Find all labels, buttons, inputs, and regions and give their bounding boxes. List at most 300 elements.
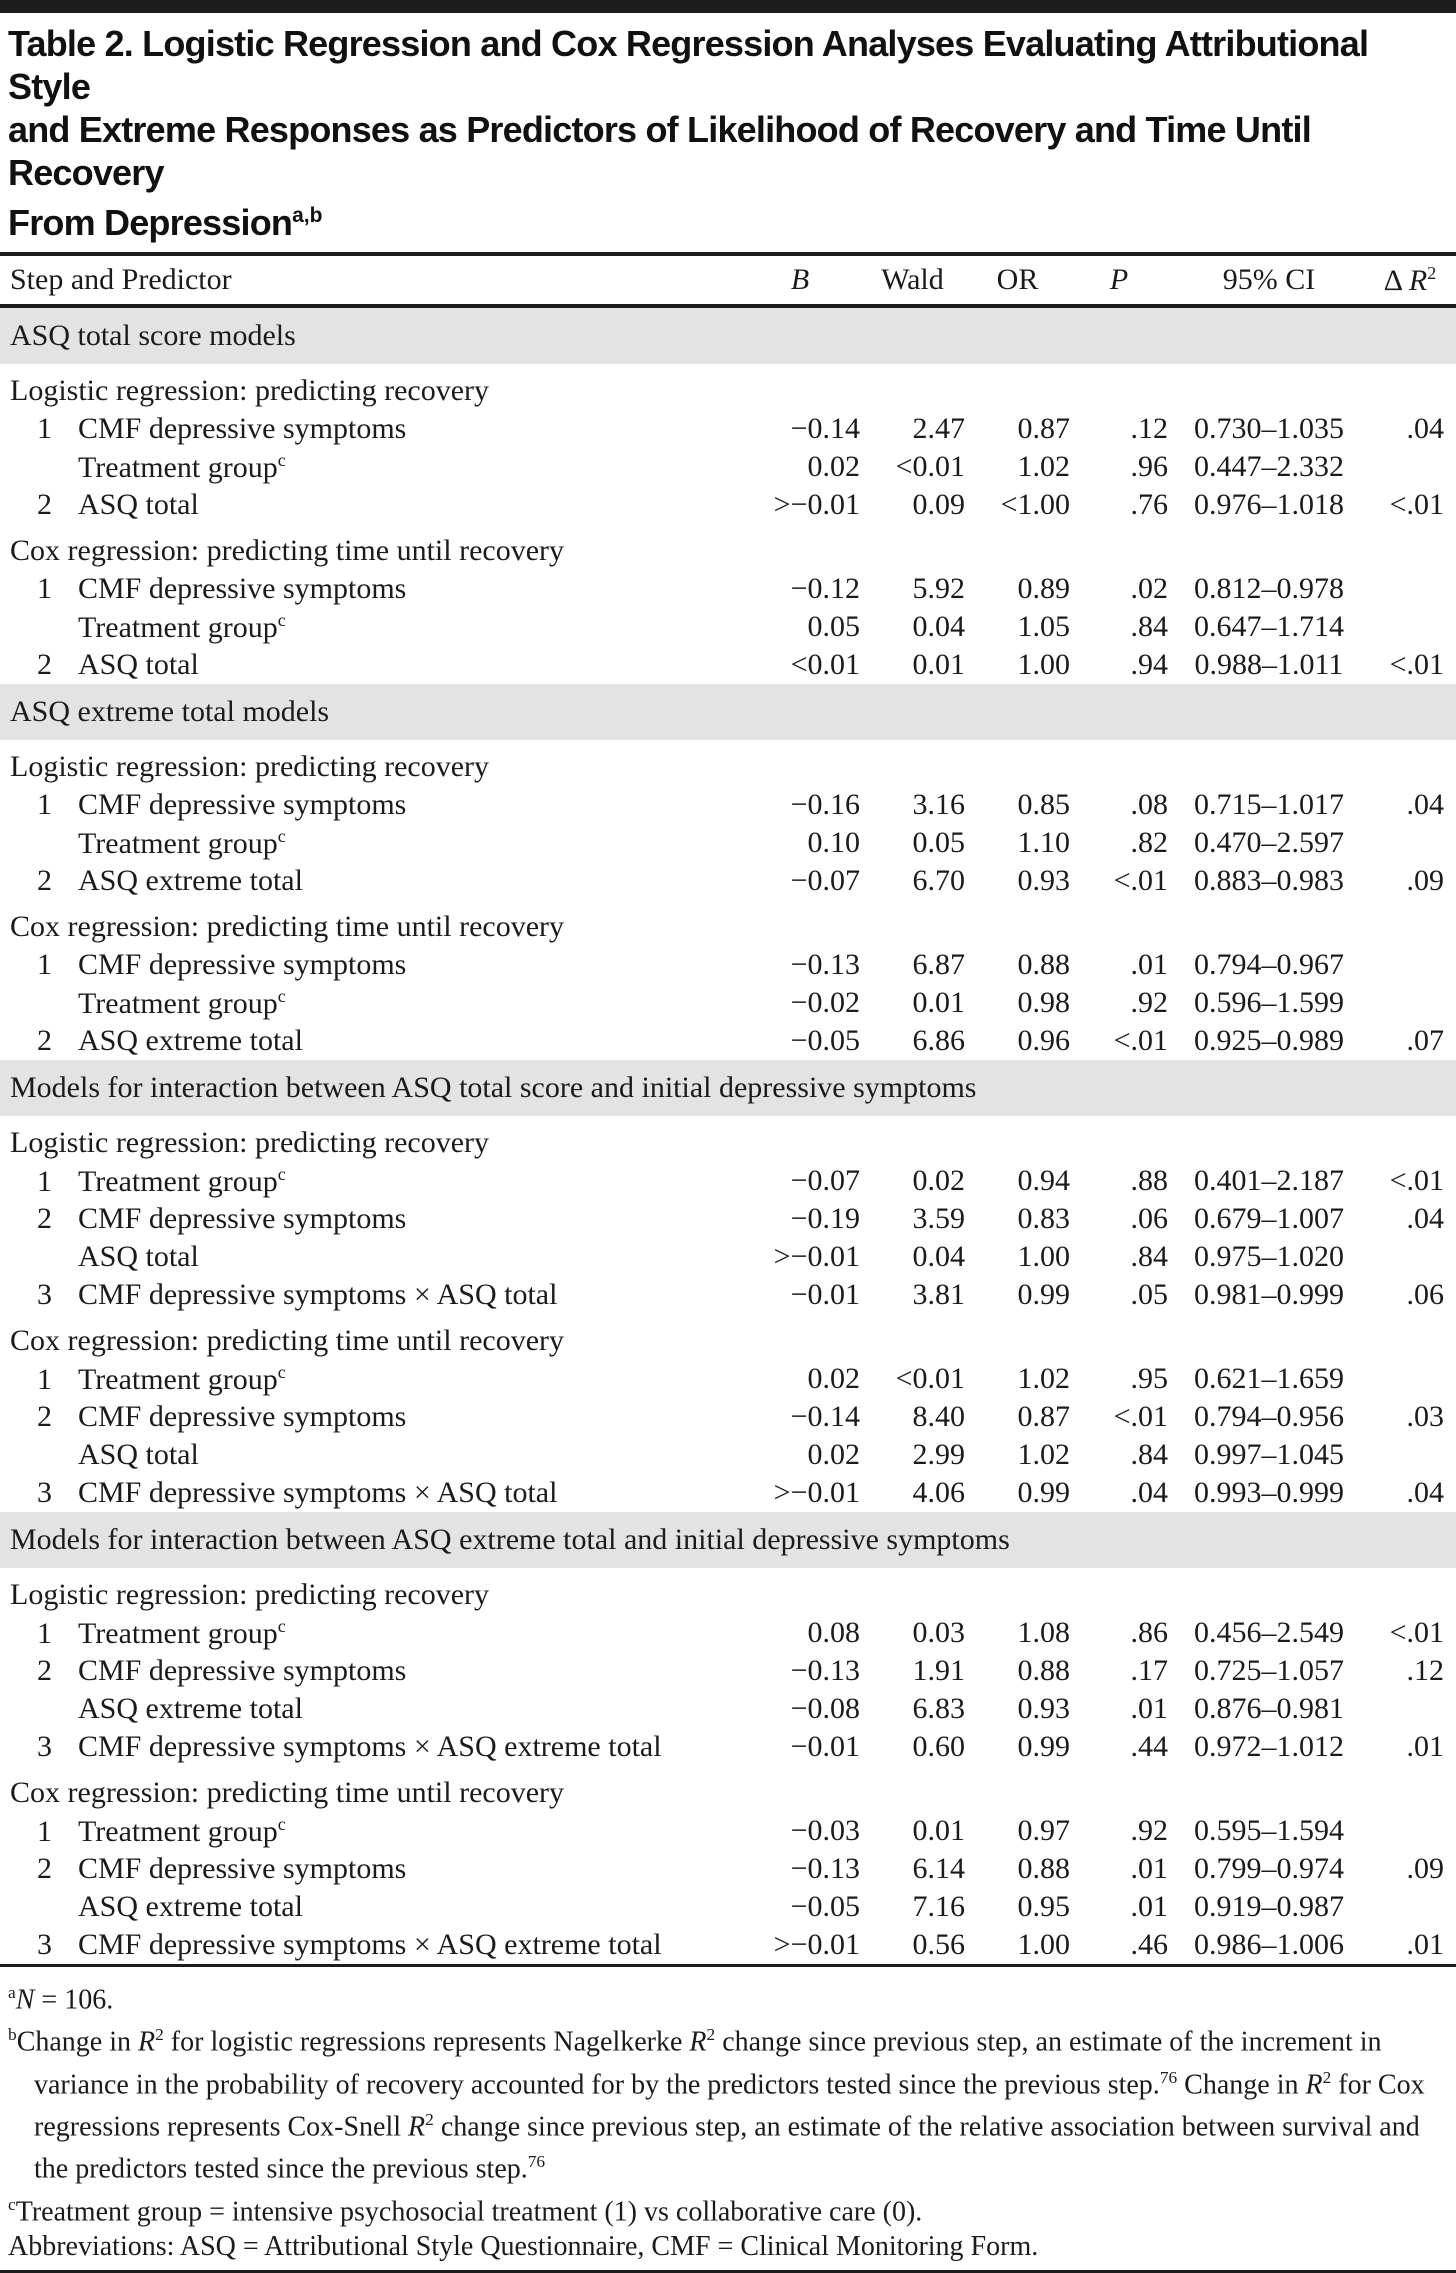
cell-or: 1.02: [1017, 450, 1070, 483]
step-number: 3: [37, 1928, 52, 1961]
cell-delta-r2: [1370, 984, 1456, 1022]
cell-b: −0.01: [790, 1730, 860, 1763]
predictor-label: CMF depressive symptoms: [78, 948, 407, 981]
cell-b: −0.05: [790, 1024, 860, 1057]
step-number: 3: [37, 1730, 52, 1763]
model-group-label: Logistic regression: predicting recovery: [10, 374, 490, 407]
step-number: 3: [37, 1278, 52, 1311]
predictor-label: CMF depressive symptoms: [78, 1852, 407, 1885]
cell-wald: 6.87: [912, 948, 965, 981]
top-rule-bar: [0, 0, 1456, 13]
footnote-text: change since previous step, an estimate of the increment in variance in the probability of recovery accounted for by the predictors tested since the previous step.: [34, 2026, 1382, 2100]
footnote-superscript: 2: [706, 2025, 716, 2045]
predictor-cell: [0, 1690, 740, 1728]
cell-wald: 5.92: [912, 572, 965, 605]
table-bottom-rule: [0, 1964, 1456, 1967]
table-header: [0, 256, 1456, 306]
predictor-cell: [0, 1276, 740, 1314]
predictor-footnote-marker: c: [277, 1163, 286, 1184]
predictor-label: ASQ extreme total: [78, 1890, 303, 1923]
cell-b: −0.14: [790, 1400, 860, 1433]
footnote-superscript: c: [8, 2194, 16, 2214]
section-band-label: Models for interaction between ASQ total score and initial depressive symptoms: [0, 1060, 1456, 1116]
cell-p: .04: [1130, 1476, 1168, 1509]
cell-wald: 0.60: [912, 1730, 965, 1763]
model-group-label: Logistic regression: predicting recovery: [10, 1578, 490, 1611]
cell-or: 0.99: [1017, 1476, 1070, 1509]
footnote-text: Treatment group = intensive psychosocial treatment (1) vs collaborative care (0).: [15, 2195, 923, 2227]
cell-b: −0.16: [790, 788, 860, 821]
cell-ci: 0.595–1.594: [1194, 1814, 1344, 1847]
cell-wald: 0.01: [912, 1814, 965, 1847]
cell-b: −0.19: [790, 1202, 860, 1235]
cell-wald: 0.04: [912, 1240, 965, 1273]
table-row: [0, 1690, 1456, 1728]
predictor-label: CMF depressive symptoms: [78, 412, 407, 445]
predictor-cell: [0, 1812, 740, 1850]
cell-b: −0.12: [790, 572, 860, 605]
predictor-cell: [0, 1436, 740, 1474]
table-row: [0, 824, 1456, 862]
predictor-label: CMF depressive symptoms: [78, 1654, 407, 1687]
cell-wald: 0.02: [912, 1164, 965, 1197]
cell-delta-r2: <.01: [1389, 1616, 1444, 1649]
cell-ci: 0.972–1.012: [1194, 1730, 1344, 1763]
column-header-step-predictor: Step and Predictor: [0, 256, 740, 306]
column-header-b: B: [740, 256, 860, 306]
step-number: 1: [37, 1362, 52, 1396]
step-number: 1: [37, 788, 52, 821]
cell-delta-r2: [1370, 570, 1456, 608]
step-number: 2: [37, 1202, 52, 1235]
predictor-label: CMF depressive symptoms: [78, 788, 407, 821]
cell-b: −0.07: [790, 864, 860, 897]
regression-results-table: [0, 256, 1456, 1964]
cell-or: 1.00: [1017, 1928, 1070, 1961]
cell-delta-r2: [1370, 608, 1456, 646]
cell-or: 0.89: [1017, 572, 1070, 605]
cell-delta-r2: .07: [1406, 1024, 1444, 1057]
column-header-wald: Wald: [860, 256, 965, 306]
column-header-delta-r2: Δ $R^2$: [1370, 256, 1456, 306]
cell-b: −0.02: [790, 986, 860, 1019]
table-row: [0, 1888, 1456, 1926]
cell-p: .76: [1130, 488, 1168, 521]
predictor-cell: [0, 984, 740, 1022]
table-row: [0, 1276, 1456, 1314]
predictor-footnote-marker: c: [277, 449, 286, 470]
predictor-label: Treatment group$^c$: [78, 449, 286, 484]
step-number: 1: [37, 412, 52, 445]
cell-b: 0.08: [807, 1616, 860, 1649]
predictor-cell: [0, 486, 740, 524]
cell-b: −0.07: [790, 1164, 860, 1197]
cell-p: .46: [1130, 1928, 1168, 1961]
predictor-cell: [0, 1652, 740, 1690]
footnote-superscript: a: [8, 1983, 16, 2002]
cell-or: 0.97: [1017, 1814, 1070, 1847]
cell-p: .12: [1130, 412, 1168, 445]
cell-or: 0.93: [1017, 864, 1070, 897]
cell-p: .95: [1130, 1362, 1168, 1395]
cell-wald: 3.81: [912, 1278, 965, 1311]
predictor-label: Treatment group$^c$: [78, 1361, 286, 1396]
model-group-label: Logistic regression: predicting recovery: [10, 750, 490, 783]
cell-b: 0.02: [807, 1438, 860, 1471]
cell-ci: 0.883–0.983: [1194, 864, 1344, 897]
cell-delta-r2: [1370, 1436, 1456, 1474]
predictor-label: ASQ extreme total: [78, 1692, 303, 1725]
step-number: 2: [37, 488, 52, 521]
cell-ci: 0.812–0.978: [1194, 572, 1344, 605]
title-line-2: and Extreme Responses as Predictors of Likelihood of Recovery and Time Until Recovery: [8, 109, 1311, 193]
cell-b: −0.01: [790, 1278, 860, 1311]
predictor-cell: [0, 1360, 740, 1398]
section-band-label: ASQ total score models: [0, 306, 1456, 364]
cell-b: 0.02: [807, 450, 860, 483]
model-group-label: Cox regression: predicting time until recovery: [10, 1324, 565, 1357]
table-row: [0, 946, 1456, 984]
footnote-text: for Cox regressions represents Cox-Snell: [34, 2068, 1425, 2143]
predictor-cell: [0, 608, 740, 646]
cell-p: .82: [1130, 826, 1168, 859]
section-band-row: [0, 1060, 1456, 1116]
table-body: [0, 306, 1456, 1964]
footnote-italic-text: R: [1305, 2068, 1323, 2100]
predictor-label: ASQ extreme total: [78, 864, 303, 897]
model-group-row: [0, 900, 1456, 946]
footnote-superscript: b: [8, 2025, 17, 2045]
footnote-italic-text: R: [138, 2026, 156, 2058]
cell-wald: 1.91: [912, 1654, 965, 1687]
predictor-label: Treatment group$^c$: [78, 609, 286, 644]
cell-ci: 0.919–0.987: [1194, 1890, 1344, 1923]
table-row: [0, 1238, 1456, 1276]
cell-wald: 6.70: [912, 864, 965, 897]
cell-ci: 0.596–1.599: [1194, 986, 1344, 1019]
cell-or: 0.87: [1017, 1400, 1070, 1433]
model-group-row: [0, 740, 1456, 786]
cell-wald: 3.59: [912, 1202, 965, 1235]
step-number: 1: [37, 948, 52, 981]
cell-delta-r2: <.01: [1389, 488, 1444, 521]
cell-b: >−0.01: [773, 488, 860, 521]
predictor-cell: [0, 786, 740, 824]
cell-ci: 0.794–0.956: [1194, 1400, 1344, 1433]
predictor-cell: [0, 1200, 740, 1238]
cell-wald: 0.03: [912, 1616, 965, 1649]
footnote: [8, 1975, 1446, 2017]
model-group-row: [0, 1116, 1456, 1162]
table-row: [0, 1850, 1456, 1888]
cell-ci: 0.925–0.989: [1194, 1024, 1344, 1057]
predictor-cell: [0, 1728, 740, 1766]
step-number: 1: [37, 1814, 52, 1848]
cell-ci: 0.988–1.011: [1194, 648, 1344, 681]
cell-wald: 0.56: [912, 1928, 965, 1961]
cell-b: 0.05: [807, 610, 860, 643]
cell-delta-r2: .06: [1406, 1278, 1444, 1311]
predictor-cell: [0, 1614, 740, 1652]
cell-ci: 0.993–0.999: [1194, 1476, 1344, 1509]
step-number: 3: [37, 1476, 52, 1509]
cell-or: 1.02: [1017, 1362, 1070, 1395]
footnote-superscript: 76: [1159, 2067, 1178, 2087]
cell-ci: 0.986–1.006: [1194, 1928, 1344, 1961]
table-row: [0, 1614, 1456, 1652]
cell-ci: 0.447–2.332: [1194, 450, 1344, 483]
footnotes: [8, 1975, 1446, 2264]
cell-or: 0.88: [1017, 1654, 1070, 1687]
cell-or: 0.87: [1017, 412, 1070, 445]
cell-delta-r2: <.01: [1389, 1164, 1444, 1197]
step-number: 2: [37, 648, 52, 681]
cell-or: 0.85: [1017, 788, 1070, 821]
predictor-cell: [0, 1850, 740, 1888]
footnote-text: for logistic regressions represents Nagelkerke: [163, 2026, 690, 2058]
table-row: [0, 984, 1456, 1022]
footnote-italic-text: N: [15, 1984, 35, 2016]
cell-p: .06: [1130, 1202, 1168, 1235]
cell-or: 0.88: [1017, 948, 1070, 981]
model-group-label: Cox regression: predicting time until recovery: [10, 910, 565, 943]
cell-p: .84: [1130, 1438, 1168, 1471]
cell-b: −0.13: [790, 1654, 860, 1687]
cell-p: .01: [1130, 948, 1168, 981]
section-band-label: ASQ extreme total models: [0, 684, 1456, 740]
title-line-1: Table 2. Logistic Regression and Cox Regression Analyses Evaluating Attributional Style: [8, 23, 1369, 107]
cell-wald: 0.01: [912, 648, 965, 681]
cell-p: .84: [1130, 610, 1168, 643]
cell-delta-r2: .09: [1406, 864, 1444, 897]
footnote: [8, 2017, 1446, 2186]
predictor-label: Treatment group$^c$: [78, 1163, 286, 1198]
table-row: [0, 1812, 1456, 1850]
predictor-cell: [0, 1238, 740, 1276]
cell-ci: 0.621–1.659: [1194, 1362, 1344, 1395]
cell-or: 1.05: [1017, 610, 1070, 643]
predictor-label: Treatment group$^c$: [78, 825, 286, 860]
cell-b: 0.10: [807, 826, 860, 859]
cell-wald: 4.06: [912, 1476, 965, 1509]
predictor-cell: [0, 824, 740, 862]
step-number: 1: [37, 1164, 52, 1198]
cell-delta-r2: [1370, 1238, 1456, 1276]
table-row: [0, 486, 1456, 524]
cell-b: >−0.01: [773, 1240, 860, 1273]
footnote-text: = 106.: [34, 1984, 114, 2016]
cell-ci: 0.981–0.999: [1194, 1278, 1344, 1311]
cell-wald: 6.86: [912, 1024, 965, 1057]
section-band-row: [0, 1512, 1456, 1568]
step-number: 2: [37, 1654, 52, 1687]
table-row: [0, 862, 1456, 900]
predictor-label: Treatment group$^c$: [78, 1813, 286, 1848]
table-row: [0, 448, 1456, 486]
table-row: [0, 570, 1456, 608]
footnote-superscript: 76: [527, 2152, 546, 2172]
predictor-label: CMF depressive symptoms: [78, 1202, 407, 1235]
cell-p: <.01: [1113, 864, 1168, 897]
step-number: 2: [37, 864, 52, 897]
cell-b: −0.03: [790, 1814, 860, 1847]
cell-delta-r2: .04: [1406, 788, 1444, 821]
model-group-label: Cox regression: predicting time until recovery: [10, 534, 565, 567]
table-row: [0, 410, 1456, 448]
predictor-label: CMF depressive symptoms: [78, 1400, 407, 1433]
cell-ci: 0.799–0.974: [1194, 1852, 1344, 1885]
cell-b: −0.13: [790, 1852, 860, 1885]
cell-delta-r2: [1370, 1360, 1456, 1398]
section-band-label: Models for interaction between ASQ extreme total and initial depressive symptoms: [0, 1512, 1456, 1568]
cell-wald: 7.16: [912, 1890, 965, 1923]
cell-or: 0.98: [1017, 986, 1070, 1019]
predictor-label: ASQ total: [78, 488, 199, 521]
cell-p: .05: [1130, 1278, 1168, 1311]
column-header-ci: 95% CI: [1168, 256, 1370, 306]
predictor-cell: [0, 448, 740, 486]
predictor-label: ASQ total: [78, 648, 199, 681]
title-line-3-text: From Depression: [8, 202, 293, 243]
cell-p: .84: [1130, 1240, 1168, 1273]
predictor-cell: [0, 1022, 740, 1060]
cell-or: 0.99: [1017, 1278, 1070, 1311]
cell-wald: 2.99: [912, 1438, 965, 1471]
cell-p: .01: [1130, 1852, 1168, 1885]
cell-or: 0.83: [1017, 1202, 1070, 1235]
title-footnote-marker: a,b: [292, 204, 323, 227]
cell-ci: 0.876–0.981: [1194, 1692, 1344, 1725]
table-row: [0, 1474, 1456, 1512]
step-number: 2: [37, 1024, 52, 1057]
cell-b: >−0.01: [773, 1476, 860, 1509]
table-title: [8, 22, 1448, 244]
cell-or: 0.94: [1017, 1164, 1070, 1197]
cell-or: 1.02: [1017, 1438, 1070, 1471]
cell-delta-r2: .03: [1406, 1400, 1444, 1433]
predictor-cell: [0, 1926, 740, 1964]
table-row: [0, 1360, 1456, 1398]
cell-p: .88: [1130, 1164, 1168, 1197]
cell-delta-r2: [1370, 946, 1456, 984]
cell-or: <1.00: [1000, 488, 1070, 521]
cell-b: 0.02: [807, 1362, 860, 1395]
table-row: [0, 608, 1456, 646]
step-number: 1: [37, 1616, 52, 1650]
predictor-label: ASQ extreme total: [78, 1024, 303, 1057]
cell-b: <0.01: [790, 648, 860, 681]
cell-ci: 0.401–2.187: [1194, 1164, 1344, 1197]
cell-wald: 6.14: [912, 1852, 965, 1885]
predictor-label: CMF depressive symptoms × ASQ extreme total: [78, 1730, 662, 1763]
model-group-row: [0, 364, 1456, 410]
cell-wald: 0.01: [912, 986, 965, 1019]
model-group-label: Logistic regression: predicting recovery: [10, 1126, 490, 1159]
footnote-text: change since previous step, an estimate of the relative association between survival and the predictors tested since the previous step.: [34, 2111, 1420, 2185]
cell-delta-r2: .04: [1406, 1476, 1444, 1509]
cell-or: 1.00: [1017, 648, 1070, 681]
cell-or: 0.88: [1017, 1852, 1070, 1885]
title-line-3: [8, 194, 1448, 244]
footnote-superscript: 2: [155, 2025, 164, 2045]
cell-b: −0.13: [790, 948, 860, 981]
cell-p: .86: [1130, 1616, 1168, 1649]
cell-delta-r2: .01: [1406, 1730, 1444, 1763]
cell-delta-r2: .04: [1406, 412, 1444, 445]
table-row: [0, 1398, 1456, 1436]
cell-p: <.01: [1113, 1024, 1168, 1057]
predictor-cell: [0, 1162, 740, 1200]
column-header-p: P: [1070, 256, 1168, 306]
cell-ci: 0.647–1.714: [1194, 610, 1344, 643]
cell-wald: 3.16: [912, 788, 965, 821]
model-group-row: [0, 524, 1456, 570]
model-group-row: [0, 1766, 1456, 1812]
cell-ci: 0.715–1.017: [1194, 788, 1344, 821]
cell-wald: 0.09: [912, 488, 965, 521]
cell-wald: 2.47: [912, 412, 965, 445]
predictor-cell: [0, 410, 740, 448]
footnote-italic-text: R: [689, 2026, 707, 2058]
cell-or: 0.95: [1017, 1890, 1070, 1923]
cell-wald: 8.40: [912, 1400, 965, 1433]
predictor-label: ASQ total: [78, 1240, 199, 1273]
predictor-cell: [0, 946, 740, 984]
cell-ci: 0.794–0.967: [1194, 948, 1344, 981]
cell-or: 0.99: [1017, 1730, 1070, 1763]
cell-b: −0.05: [790, 1890, 860, 1923]
cell-delta-r2: [1370, 824, 1456, 862]
cell-or: 1.08: [1017, 1616, 1070, 1649]
predictor-cell: [0, 570, 740, 608]
footnote-superscript: 2: [1322, 2067, 1332, 2087]
cell-p: .92: [1130, 1814, 1168, 1847]
step-number: 2: [37, 1400, 52, 1433]
cell-wald: 6.83: [912, 1692, 965, 1725]
cell-b: −0.14: [790, 412, 860, 445]
footnote-italic-text: R: [408, 2111, 426, 2143]
cell-b: −0.08: [790, 1692, 860, 1725]
step-number: 1: [37, 572, 52, 605]
cell-or: 1.00: [1017, 1240, 1070, 1273]
cell-wald: 0.05: [912, 826, 965, 859]
cell-p: .08: [1130, 788, 1168, 821]
cell-p: .17: [1130, 1654, 1168, 1687]
cell-ci: 0.730–1.035: [1194, 412, 1344, 445]
model-group-row: [0, 1314, 1456, 1360]
cell-or: 0.93: [1017, 1692, 1070, 1725]
predictor-footnote-marker: c: [277, 1615, 286, 1636]
cell-ci: 0.456–2.549: [1194, 1616, 1344, 1649]
cell-ci: 0.975–1.020: [1194, 1240, 1344, 1273]
predictor-cell: [0, 646, 740, 684]
cell-delta-r2: [1370, 1888, 1456, 1926]
predictor-label: CMF depressive symptoms × ASQ extreme total: [78, 1928, 662, 1961]
predictor-footnote-marker: c: [277, 825, 286, 846]
predictor-footnote-marker: c: [277, 609, 286, 630]
cell-p: .01: [1130, 1890, 1168, 1923]
cell-p: <.01: [1113, 1400, 1168, 1433]
cell-p: .94: [1130, 648, 1168, 681]
model-group-row: [0, 1568, 1456, 1614]
cell-delta-r2: [1370, 1812, 1456, 1850]
cell-delta-r2: <.01: [1389, 648, 1444, 681]
cell-delta-r2: .04: [1406, 1202, 1444, 1235]
predictor-cell: [0, 1398, 740, 1436]
cell-wald: 0.04: [912, 610, 965, 643]
table-row: [0, 786, 1456, 824]
footnote-text: Abbreviations: ASQ = Attributional Style Questionnaire, CMF = Clinical Monitoring Form.: [8, 2230, 1039, 2262]
